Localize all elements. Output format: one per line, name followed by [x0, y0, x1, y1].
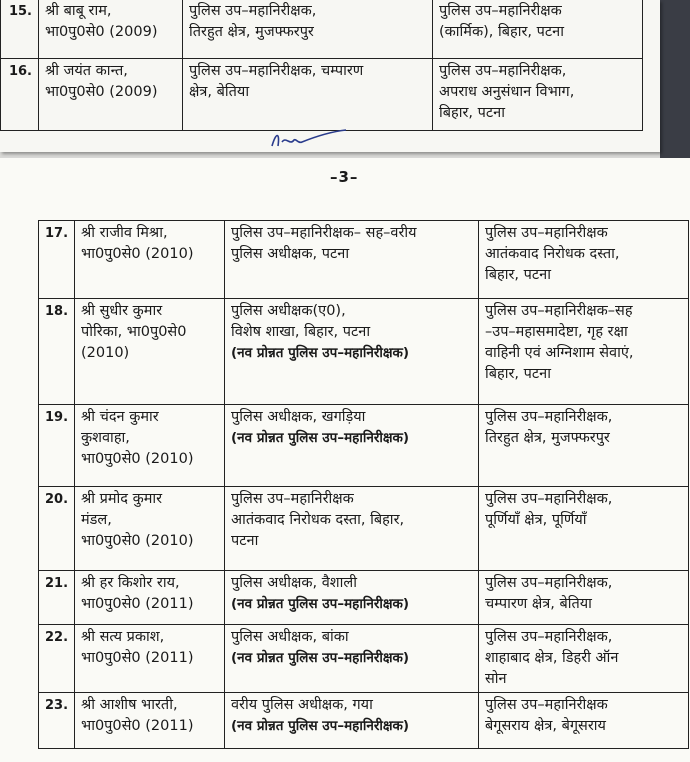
promotion-note: (नव प्रोन्नत पुलिस उप–महानिरीक्षक) [231, 345, 410, 361]
officer-name-line: श्री बाबू राम, [45, 3, 112, 19]
new-posting-line: पुलिस उप–महानिरीक्षक, [485, 409, 613, 425]
new-posting-line: पूर्णियाँ क्षेत्र, पूर्णियाँ [485, 512, 587, 528]
officer-name [75, 571, 225, 625]
posting-table [38, 220, 689, 749]
officer-name [75, 487, 225, 571]
current-posting [225, 405, 479, 487]
current-posting [225, 625, 479, 693]
officer-name-line: भा0पु0से0 (2010) [81, 533, 194, 549]
serial-number: 22. [39, 625, 75, 693]
page-number: –3– [330, 168, 359, 186]
current-posting [225, 487, 479, 571]
new-posting-line: –उप–महासमादेष्टा, गृह रक्षा [485, 324, 628, 340]
officer-name-line: श्री राजीव मिश्रा, [81, 225, 168, 241]
officer-name [75, 299, 225, 405]
table-row [39, 299, 689, 405]
current-posting-line: तिरहुत क्षेत्र, मुजफ्फरपुर [189, 24, 314, 40]
officer-name-line: भा0पु0से0 (2009) [45, 84, 158, 100]
officer-name-line: श्री चंदन कुमार [81, 409, 159, 425]
promotion-note: (नव प्रोन्नत पुलिस उप–महानिरीक्षक) [231, 430, 410, 446]
new-posting [479, 487, 689, 571]
officer-name-line: मंडल, [81, 512, 112, 528]
new-posting-line: अपराध अनुसंधान विभाग, [439, 84, 575, 100]
serial-number: 17. [39, 221, 75, 299]
new-posting-line: शाहाबाद क्षेत्र, डिहरी ऑन [485, 650, 619, 666]
officer-name-line: श्री प्रमोद कुमार [81, 491, 163, 507]
serial-number: 16. [1, 59, 39, 131]
serial-number: 19. [39, 405, 75, 487]
new-posting-line: पुलिस उप–महानिरीक्षक [439, 3, 562, 19]
new-posting-line: वाहिनी एवं अग्निशाम सेवाएं, [485, 345, 634, 361]
table-row [39, 405, 689, 487]
new-posting [479, 221, 689, 299]
current-posting-line: आतंकवाद निरोधक दस्ता, बिहार, [231, 512, 405, 528]
officer-name [39, 0, 183, 59]
current-posting-line: पुलिस उप–महानिरीक्षक, चम्पारण [189, 63, 364, 79]
current-posting [225, 693, 479, 749]
new-posting-line: पुलिस उप–महानिरीक्षक [485, 697, 608, 713]
new-posting [433, 0, 643, 59]
promotion-note: (नव प्रोन्नत पुलिस उप–महानिरीक्षक) [231, 718, 410, 734]
current-posting-line: पुलिस अधीक्षक, वैशाली [231, 575, 357, 591]
current-posting-line: पुलिस उप–महानिरीक्षक, [189, 3, 317, 19]
serial-number: 20. [39, 487, 75, 571]
table-row [39, 571, 689, 625]
new-posting [433, 59, 643, 131]
new-posting-line: सोन [485, 671, 507, 687]
promotion-note: (नव प्रोन्नत पुलिस उप–महानिरीक्षक) [231, 650, 410, 666]
officer-name-line: भा0पु0से0 (2011) [81, 650, 194, 666]
officer-name-line: श्री हर किशोर राय, [81, 575, 180, 591]
current-posting [225, 299, 479, 405]
table-row [39, 487, 689, 571]
new-posting-line: बिहार, पटना [485, 366, 551, 382]
new-posting-line: बिहार, पटना [439, 105, 505, 121]
officer-name [75, 625, 225, 693]
page-gap-shadow [660, 0, 690, 158]
new-posting-line: पुलिस उप–महानिरीक्षक, [485, 629, 613, 645]
officer-name-line: भा0पु0से0 (2011) [81, 718, 194, 734]
table-row [39, 625, 689, 693]
new-posting-line: पुलिस उप–महानिरीक्षक [485, 225, 608, 241]
current-posting-line: पुलिस उप–महानिरीक्षक [231, 491, 354, 507]
table-row [1, 59, 643, 131]
current-posting [183, 0, 433, 59]
signature-mark [268, 124, 348, 154]
officer-name-line: श्री आशीष भारती, [81, 697, 178, 713]
officer-name-line: श्री सुधीर कुमार [81, 303, 163, 319]
new-posting [479, 405, 689, 487]
current-posting-line: पुलिस उप–महानिरीक्षक– सह–वरीय [231, 225, 417, 241]
new-posting-line: पुलिस उप–महानिरीक्षक–सह [485, 303, 633, 319]
new-posting-line: आतंकवाद निरोधक दस्ता, [485, 246, 620, 262]
table-row [39, 693, 689, 749]
new-posting-line: चम्पारण क्षेत्र, बेतिया [485, 596, 592, 612]
serial-number: 18. [39, 299, 75, 405]
new-posting-line: बिहार, पटना [485, 267, 551, 283]
new-posting [479, 693, 689, 749]
new-posting-line: तिरहुत क्षेत्र, मुजफ्फरपुर [485, 430, 610, 446]
officer-name-line: श्री सत्य प्रकाश, [81, 629, 165, 645]
current-posting-line: विशेष शाखा, बिहार, पटना [231, 324, 371, 340]
officer-name-line: पोरिका, भा0पु0से0 [81, 324, 187, 340]
new-posting-line: पुलिस उप–महानिरीक्षक, [439, 63, 567, 79]
promotion-note: (नव प्रोन्नत पुलिस उप–महानिरीक्षक) [231, 596, 410, 612]
current-posting [183, 59, 433, 131]
table-row [39, 221, 689, 299]
current-posting [225, 221, 479, 299]
current-posting-line: पुलिस अधीक्षक, खगड़िया [231, 409, 366, 425]
table-row [1, 0, 643, 59]
new-posting-line: बेगूसराय क्षेत्र, बेगूसराय [485, 718, 606, 734]
new-posting-line: पुलिस उप–महानिरीक्षक, [485, 575, 613, 591]
current-posting-line: पुलिस अधीक्षक(ए0), [231, 303, 346, 319]
officer-name [75, 693, 225, 749]
officer-name [75, 221, 225, 299]
officer-name-line: श्री जयंत कान्त, [45, 63, 128, 79]
serial-number: 23. [39, 693, 75, 749]
current-posting [225, 571, 479, 625]
current-posting-line: पटना [231, 533, 259, 549]
current-posting-line: क्षेत्र, बेतिया [189, 84, 250, 100]
new-posting [479, 299, 689, 405]
posting-table-previous [0, 0, 643, 131]
previous-page-sheet [0, 0, 660, 152]
officer-name-line: भा0पु0से0 (2011) [81, 596, 194, 612]
current-posting-line: पुलिस अधीक्षक, पटना [231, 246, 350, 262]
new-posting [479, 571, 689, 625]
officer-name-line: भा0पु0से0 (2009) [45, 24, 158, 40]
new-posting-line: पुलिस उप–महानिरीक्षक, [485, 491, 613, 507]
officer-name [39, 59, 183, 131]
current-posting-line: पुलिस अधीक्षक, बांका [231, 629, 349, 645]
new-posting [479, 625, 689, 693]
current-posting-line: वरीय पुलिस अधीक्षक, गया [231, 697, 373, 713]
officer-name-line: भा0पु0से0 (2010) [81, 246, 194, 262]
officer-name-line: कुशवाहा, [81, 430, 130, 446]
officer-name [75, 405, 225, 487]
serial-number: 15. [1, 0, 39, 59]
new-posting-line: (कार्मिक), बिहार, पटना [439, 24, 564, 40]
serial-number: 21. [39, 571, 75, 625]
officer-name-line: भा0पु0से0 (2010) [81, 451, 194, 467]
officer-name-line: (2010) [81, 345, 130, 361]
